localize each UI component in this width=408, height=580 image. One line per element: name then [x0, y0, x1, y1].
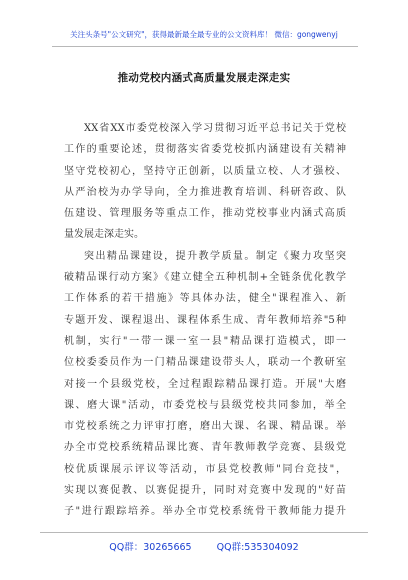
body-line: 课、磨大课"活动，市委党校与县级党校共同参加，举全: [64, 399, 346, 411]
body-line: 工作的重要论述，贯彻落实省委党校抓内涵建设有关精神: [64, 144, 346, 156]
body-line: 市党校系统之力评审打磨，磨出大课、名课、精品课。举: [64, 421, 346, 433]
header-banner: 关注头条号"公文研究"，获得最新最全最专业的公文资料库！ 微信：gongwenyj: [70, 30, 338, 39]
body-line: 子"进行跟踪培养。举办全市党校系统骨干教师能力提升: [64, 506, 346, 518]
body-line: 从严治校为办学导向，全力推进教育培训、科研咨政、队: [64, 186, 346, 198]
body-line: 位校委委员作为一门精品课建设带头人，联动一个教研室: [64, 357, 346, 369]
body-line: 对接一个县级党校，全过程跟踪精品课打造。开展"大磨: [64, 378, 346, 390]
document-body: [64, 118, 346, 523]
footer-divider: [40, 532, 368, 533]
document-title: 推动党校内涵式高质量发展走深走实: [117, 72, 291, 84]
footer-contacts: [0, 539, 408, 553]
body-line: 坚守党校初心，坚持守正创新，以质量立校、人才强校、: [64, 165, 346, 177]
body-line: 突出精品课建设，提升教学质量。制定《聚力攻坚突: [84, 250, 346, 262]
body-line: 校优质课展示评议等活动，市县党校教师"同台竞技"，: [64, 463, 346, 475]
footer-qq-group-1: QQ群：30265665: [109, 542, 192, 553]
body-line: XX省XX市委党校深入学习贯彻习近平总书记关于党校: [84, 123, 346, 134]
body-line: 实现以赛促教、以赛促提升，同时对竞赛中发现的"好苗: [64, 485, 346, 497]
header-divider: [52, 46, 358, 47]
body-line: 专题开发、课程退出、课程体系生成、青年教师培养"5种: [64, 314, 346, 326]
body-line: 工作体系的若干措施》等具体办法，健全"课程准入、新: [64, 293, 346, 305]
body-line: 机制，实行"一带一课一室一县"精品课打造模式，即一: [64, 335, 346, 347]
footer-qq-group-2: QQ群:535304092: [216, 542, 299, 553]
body-line: 破精品课行动方案》《建立健全五种机制+全链条优化教学: [64, 272, 346, 284]
body-line: 办全市党校系统精品课比赛、青年教师教学竞赛、县级党: [64, 442, 346, 454]
body-line: 量发展走深走实。: [64, 229, 144, 241]
body-line: 伍建设、管理服务等重点工作，推动党校事业内涵式高质: [64, 208, 346, 220]
